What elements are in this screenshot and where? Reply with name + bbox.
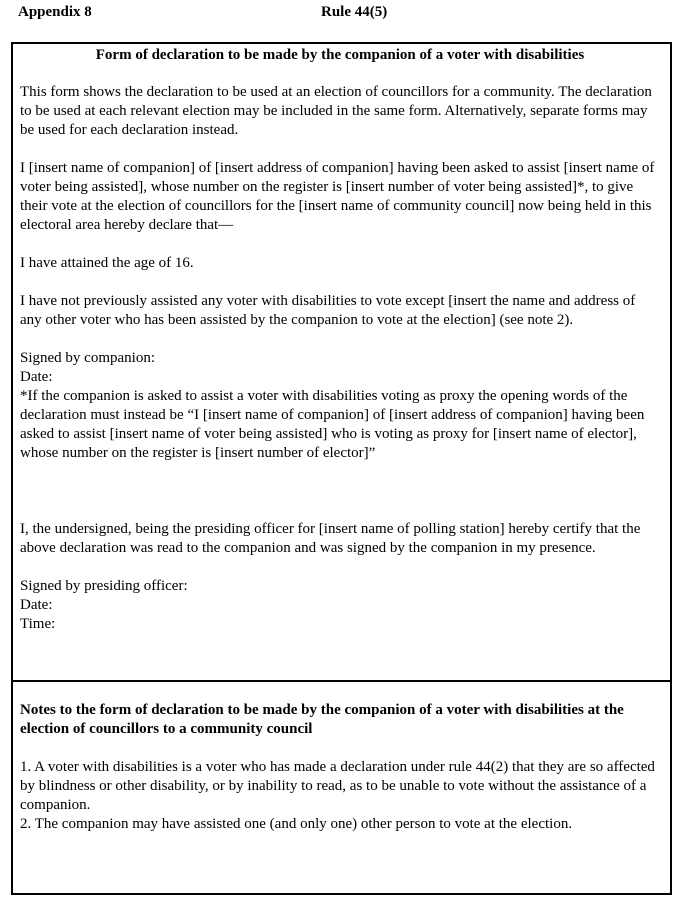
companion-signature-line: Signed by companion: xyxy=(20,350,155,366)
rule-label: Rule 44(5) xyxy=(321,4,388,20)
notes-title: Notes to the form of declaration to be made by the companion of a voter with disabilities at the election of councillors to a community council xyxy=(20,702,624,737)
note-1: 1. A voter with disabilities is a voter who has made a declaration under rule 44(2) that they are so affected by blindness or other disability, or by inability to read, as to be unable to vote without the assistance of a companion. xyxy=(20,759,655,813)
officer-date-line: Date: xyxy=(20,597,53,613)
form-title: Form of declaration to be made by the companion of a voter with disabilities xyxy=(95,47,585,63)
presiding-officer-certificate: I, the undersigned, being the presiding officer for [insert name of polling station] hereby certify that the above declaration was read to the companion and was signed by the companion in my presence. xyxy=(20,521,641,556)
age-statement: I have attained the age of 16. xyxy=(20,255,194,271)
declaration-form-box xyxy=(11,42,672,895)
declaration-section xyxy=(13,44,670,682)
companion-declaration: I [insert name of companion] of [insert address of companion] having been asked to assist [insert name of voter being assisted], whose number on the register is [insert number of voter being assisted]*, to give their vote at the election of councillors for the [insert name of community council] now being held in this electoral area hereby declare that— xyxy=(20,160,655,233)
appendix-label: Appendix 8 xyxy=(18,4,92,20)
note-2: 2. The companion may have assisted one (and only one) other person to vote at the election. xyxy=(20,816,573,832)
notes-section xyxy=(13,682,670,893)
page-header xyxy=(18,3,674,23)
form-intro: This form shows the declaration to be used at an election of councillors for a community. The declaration to be used at each relevant election may be included in the same form. Alternatively, separate forms may be used for each declaration instead. xyxy=(20,84,652,138)
proxy-note: *If the companion is asked to assist a voter with disabilities voting as proxy the opening words of the declaration must instead be “I [insert name of companion] of [insert address of companion] having been asked to assist [insert name of voter being assisted] who is voting as proxy for [insert name of elector], whose number on the register is [insert number of elector]” xyxy=(20,388,645,461)
previous-assistance-statement: I have not previously assisted any voter with disabilities to vote except [insert the name and address of any other voter who has been assisted by the companion to vote at the election] (see note 2). xyxy=(20,293,636,328)
companion-date-line: Date: xyxy=(20,369,53,385)
officer-time-line: Time: xyxy=(20,616,56,632)
officer-signature-line: Signed by presiding officer: xyxy=(20,578,188,594)
